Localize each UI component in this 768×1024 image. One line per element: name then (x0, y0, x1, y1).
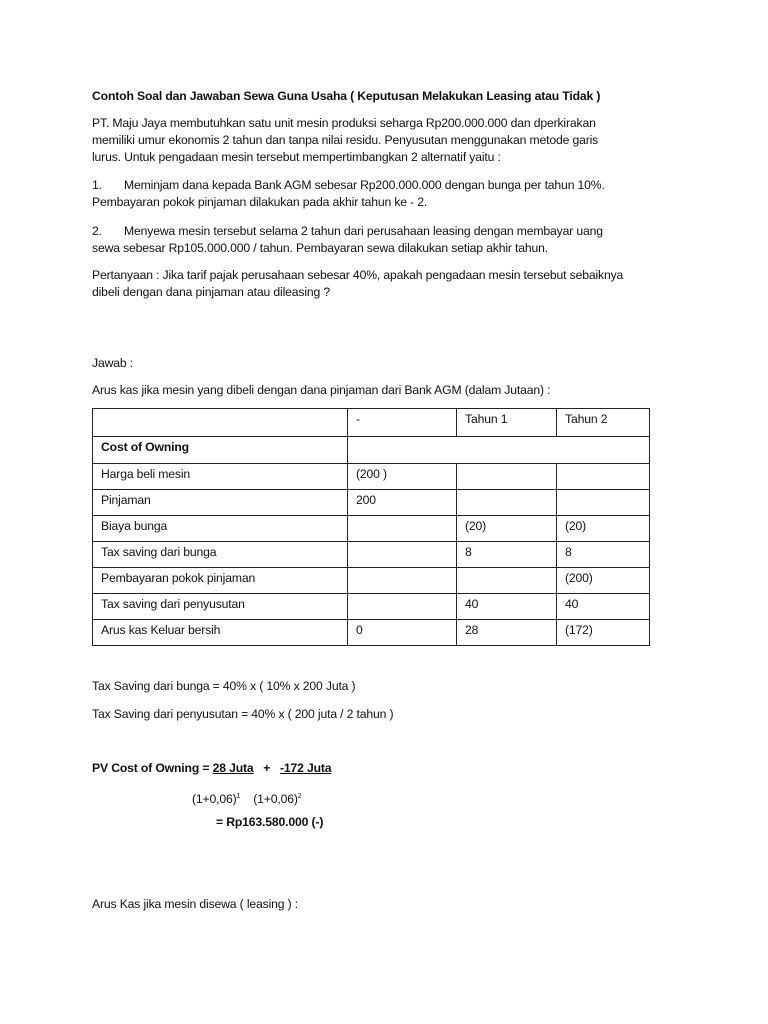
row-value: 40 (557, 594, 650, 620)
row-value: 28 (457, 620, 557, 646)
row-value (348, 568, 457, 594)
pv-label: PV Cost of Owning = (92, 761, 213, 775)
cash-flow-table (92, 408, 650, 646)
table-row (93, 464, 650, 490)
row-value (348, 542, 457, 568)
intro-line: memiliki umur ekonomis 2 tahun dan tanpa nilai residu. Penyusutan menggunakan metode garis (92, 133, 599, 147)
leasing-caption: Arus Kas jika mesin disewa ( leasing ) : (92, 897, 299, 911)
item-text: Meminjam dana kepada Bank AGM sebesar Rp200.000.000 dengan bunga per tahun 10%. (124, 178, 605, 192)
note-line: Tax Saving dari bunga = 40% x ( 10% x 200 Juta ) (92, 679, 356, 693)
header-cell: Tahun 2 (557, 409, 650, 437)
row-label: Tax saving dari penyusutan (93, 594, 348, 620)
row-value: 8 (557, 542, 650, 568)
header-cell (93, 409, 348, 437)
note-line: Tax Saving dari penyusutan = 40% x ( 200 juta / 2 tahun ) (92, 707, 394, 721)
row-value: (20) (557, 516, 650, 542)
row-label: Pembayaran pokok pinjaman (93, 568, 348, 594)
row-value (348, 516, 457, 542)
item-text: sewa sebesar Rp105.000.000 / tahun. Pembayaran sewa dilakukan setiap akhir tahun. (92, 241, 549, 255)
pv-exp1: 1 (236, 793, 241, 800)
pv-den2: (1+0,06) (253, 792, 298, 807)
row-value: (20) (457, 516, 557, 542)
table-row (93, 620, 650, 646)
intro-line: lurus. Untuk pengadaan mesin tersebut mempertimbangkan 2 alternatif yaitu : (92, 150, 501, 164)
table-caption: Arus kas jika mesin yang dibeli dengan dana pinjaman dari Bank AGM (dalam Jutaan) : (92, 383, 551, 397)
table-row (93, 542, 650, 568)
table-header-row (93, 409, 650, 437)
row-label: Harga beli mesin (93, 464, 348, 490)
row-value: (200 ) (348, 464, 457, 490)
section-empty (348, 437, 650, 464)
row-label: Pinjaman (93, 490, 348, 516)
intro-line: PT. Maju Jaya membutuhkan satu unit mesin produksi seharga Rp200.000.000 dan dperkirakan (92, 116, 596, 130)
row-label: Biaya bunga (93, 516, 348, 542)
header-cell: - (348, 409, 457, 437)
row-value: (200) (557, 568, 650, 594)
question-line: Pertanyaan : Jika tarif pajak perusahaan sebesar 40%, apakah pengadaan mesin tersebut sebaiknya (92, 268, 624, 282)
row-value (457, 490, 557, 516)
pv-formula (92, 760, 331, 777)
header-cell: Tahun 1 (457, 409, 557, 437)
pv-exp2: 2 (297, 793, 302, 800)
row-value (348, 594, 457, 620)
pv-result: = Rp163.580.000 (-) (216, 815, 324, 829)
row-value: 8 (457, 542, 557, 568)
table-row (93, 490, 650, 516)
row-value: 40 (457, 594, 557, 620)
question-line: dibeli dengan dana pinjaman atau dileasing ? (92, 285, 331, 299)
list-item-2 (92, 223, 603, 240)
table-row (93, 568, 650, 594)
item-number: 2. (92, 224, 102, 238)
row-value: 0 (348, 620, 457, 646)
document-title: Contoh Soal dan Jawaban Sewa Guna Usaha ( Keputusan Melakukan Leasing atau Tidak ) (92, 89, 601, 103)
table-row (93, 594, 650, 620)
row-value: (172) (557, 620, 650, 646)
row-value (557, 490, 650, 516)
row-value (457, 464, 557, 490)
pv-den1: (1+0,06) (192, 792, 237, 807)
pv-plus: + (263, 761, 271, 775)
table-row (93, 516, 650, 542)
pv-term1: 28 Juta (212, 761, 254, 775)
section-label: Cost of Owning (93, 437, 348, 464)
row-value: 200 (348, 490, 457, 516)
list-item-1 (92, 177, 605, 194)
pv-term2: -172 Juta (279, 761, 332, 775)
item-number: 1. (92, 178, 102, 192)
item-text: Pembayaran pokok pinjaman dilakukan pada akhir tahun ke - 2. (92, 195, 428, 209)
row-label: Arus kas Keluar bersih (93, 620, 348, 646)
pv-denominators (192, 788, 302, 808)
item-text: Menyewa mesin tersebut selama 2 tahun dari perusahaan leasing dengan membayar uang (124, 224, 603, 238)
answer-label: Jawab : (92, 356, 133, 370)
section-row (93, 437, 650, 464)
row-value (557, 464, 650, 490)
row-value (457, 568, 557, 594)
row-label: Tax saving dari bunga (93, 542, 348, 568)
